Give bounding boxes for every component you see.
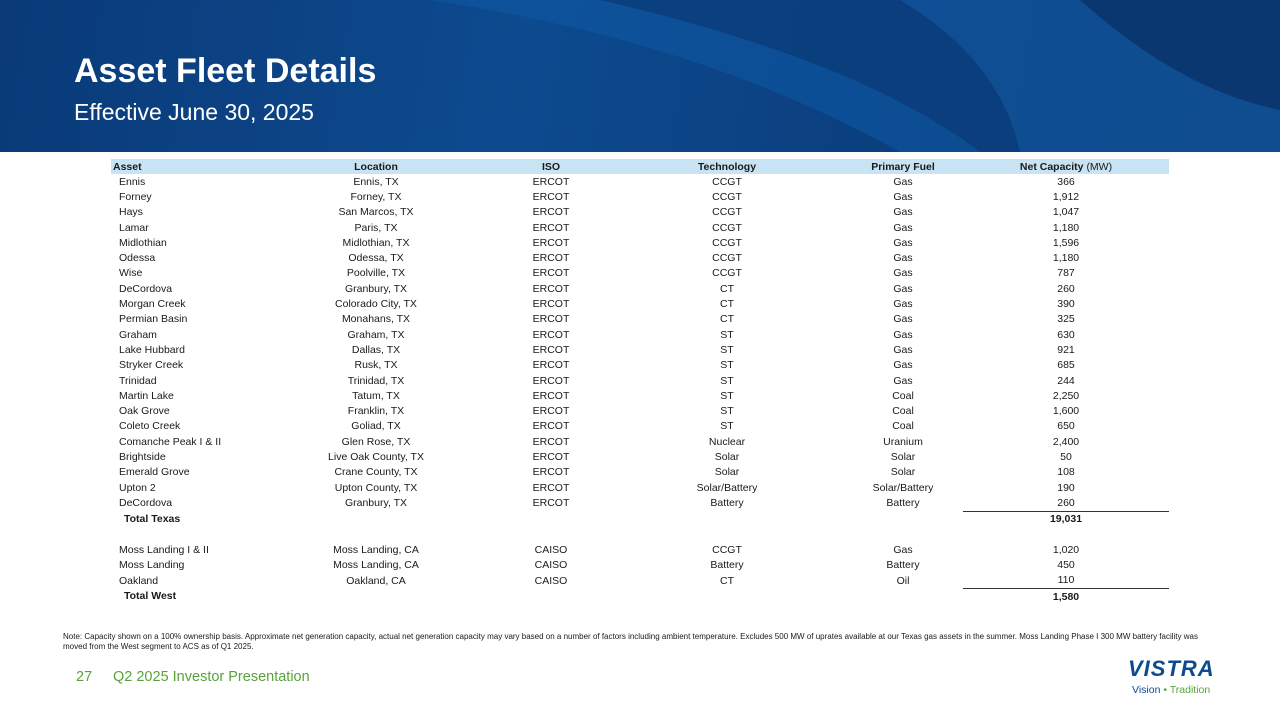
table-row	[111, 419, 1169, 434]
table-row	[111, 205, 1169, 220]
cell-capacity: 110	[1057, 574, 1075, 587]
cell-capacity: 2,400	[1052, 435, 1080, 448]
table-row	[111, 250, 1169, 265]
cell-capacity: 260	[1057, 282, 1075, 295]
cell-fuel: Gas	[893, 374, 913, 387]
tagline-tradition: Tradition	[1169, 684, 1211, 696]
cell-location: Moss Landing, CA	[333, 543, 419, 556]
cell-asset: Lamar	[119, 221, 149, 234]
cell-fuel: Gas	[893, 343, 913, 356]
cell-capacity: 921	[1057, 343, 1075, 356]
total-texas-label: Total Texas	[124, 512, 181, 525]
table-row	[111, 312, 1169, 327]
cell-capacity: 650	[1057, 420, 1075, 433]
cell-capacity: 787	[1057, 267, 1075, 280]
table-row	[111, 403, 1169, 418]
total-west-capacity: 1,580	[963, 589, 1169, 605]
cell-location: Tatum, TX	[352, 389, 400, 402]
cell-fuel: Gas	[893, 543, 913, 556]
cell-technology: Battery	[710, 497, 744, 510]
logo-tagline	[1128, 684, 1220, 696]
cell-iso: ERCOT	[532, 497, 570, 510]
cell-iso: ERCOT	[532, 435, 570, 448]
cell-fuel: Gas	[893, 282, 913, 295]
table-row	[111, 220, 1169, 235]
cell-asset: Odessa	[119, 252, 156, 265]
cell-technology: CCGT	[712, 267, 742, 280]
table-row	[111, 542, 1169, 557]
cell-fuel: Oil	[896, 574, 910, 587]
table-row	[111, 189, 1169, 204]
cell-iso: ERCOT	[532, 328, 570, 341]
cell-iso: ERCOT	[532, 466, 570, 479]
total-west-row	[111, 589, 1169, 605]
cell-location: Ennis, TX	[353, 175, 399, 188]
table-row	[111, 235, 1169, 250]
cell-capacity: 50	[1060, 450, 1072, 463]
cell-iso: ERCOT	[532, 252, 570, 265]
cell-asset: Hays	[119, 206, 143, 219]
cell-capacity: 2,250	[1052, 389, 1080, 402]
cell-capacity: 1,180	[1052, 221, 1080, 234]
cell-capacity: 1,020	[1052, 543, 1080, 556]
cell-technology: Solar/Battery	[696, 481, 758, 494]
cell-iso: ERCOT	[532, 190, 570, 203]
cell-fuel: Solar/Battery	[872, 481, 934, 494]
cell-technology: CCGT	[712, 190, 742, 203]
cell-technology: CCGT	[712, 236, 742, 249]
cell-iso: ERCOT	[532, 343, 570, 356]
cell-technology: Solar	[714, 450, 740, 463]
cell-technology: ST	[720, 405, 734, 418]
cell-location: Paris, TX	[354, 221, 398, 234]
table-row	[111, 388, 1169, 403]
cell-capacity: 1,047	[1052, 206, 1080, 219]
cell-technology: ST	[720, 343, 734, 356]
cell-asset: Permian Basin	[119, 313, 188, 326]
cell-location: Poolville, TX	[346, 267, 406, 280]
cell-location: Franklin, TX	[347, 405, 405, 418]
table-row	[111, 434, 1169, 449]
total-texas-capacity: 19,031	[963, 511, 1169, 527]
cell-capacity: 1,180	[1052, 252, 1080, 265]
table-row	[111, 573, 1169, 589]
column-header-iso: ISO	[491, 159, 611, 174]
cell-technology: CT	[720, 574, 734, 587]
cell-location: Odessa, TX	[348, 252, 404, 265]
cell-capacity: 1,596	[1052, 236, 1080, 249]
presentation-title: Q2 2025 Investor Presentation	[113, 669, 310, 685]
page-subtitle: Effective June 30, 2025	[74, 99, 314, 125]
texas-rows	[111, 174, 1169, 511]
cell-location: Colorado City, TX	[335, 298, 417, 311]
cell-iso: ERCOT	[532, 221, 570, 234]
table-row	[111, 342, 1169, 357]
table-row	[111, 373, 1169, 388]
cell-technology: CCGT	[712, 252, 742, 265]
cell-asset: Moss Landing	[119, 559, 185, 572]
total-west-label: Total West	[124, 590, 177, 603]
cell-capacity: 630	[1057, 328, 1075, 341]
logo-wordmark: VISTRA	[1128, 656, 1215, 681]
cell-capacity: 108	[1057, 466, 1075, 479]
cell-capacity: 190	[1057, 481, 1075, 494]
cell-capacity: 1,912	[1052, 190, 1080, 203]
cell-fuel: Solar	[890, 450, 916, 463]
cell-asset: Martin Lake	[119, 389, 174, 402]
cell-asset: Ennis	[119, 175, 146, 188]
cell-fuel: Gas	[893, 206, 913, 219]
cell-technology: ST	[720, 359, 734, 372]
cell-fuel: Gas	[893, 267, 913, 280]
cell-location: Graham, TX	[347, 328, 405, 341]
cell-fuel: Gas	[893, 298, 913, 311]
cell-fuel: Gas	[893, 175, 913, 188]
cell-fuel: Gas	[893, 359, 913, 372]
cell-asset: Oak Grove	[119, 405, 170, 418]
cell-asset: Emerald Grove	[119, 466, 190, 479]
cell-technology: Solar	[714, 466, 740, 479]
cell-asset: Trinidad	[119, 374, 157, 387]
table-row	[111, 266, 1169, 281]
page-title: Asset Fleet Details	[74, 52, 377, 90]
cell-iso: ERCOT	[532, 175, 570, 188]
column-header-technology: Technology	[611, 159, 843, 174]
cell-asset: Morgan Creek	[119, 298, 186, 311]
cell-iso: ERCOT	[532, 405, 570, 418]
cell-fuel: Battery	[886, 497, 920, 510]
cell-iso: ERCOT	[532, 374, 570, 387]
table-row	[111, 281, 1169, 296]
cell-asset: Lake Hubbard	[119, 343, 185, 356]
column-header-location: Location	[261, 159, 491, 174]
cell-asset: Stryker Creek	[119, 359, 184, 372]
cell-location: Rusk, TX	[354, 359, 398, 372]
column-header-fuel: Primary Fuel	[843, 159, 963, 174]
cell-iso: ERCOT	[532, 389, 570, 402]
cell-iso: ERCOT	[532, 450, 570, 463]
cell-technology: CT	[720, 313, 734, 326]
cell-asset: Comanche Peak I & II	[119, 435, 222, 448]
cell-location: Glen Rose, TX	[341, 435, 411, 448]
cell-fuel: Solar	[890, 466, 916, 479]
cell-asset: Upton 2	[119, 481, 156, 494]
cell-location: Granbury, TX	[344, 497, 408, 510]
cell-capacity: 366	[1057, 175, 1075, 188]
table-header-row	[111, 159, 1169, 174]
cell-technology: CCGT	[712, 206, 742, 219]
cell-fuel: Battery	[886, 559, 920, 572]
cell-capacity: 450	[1057, 559, 1075, 572]
cell-fuel: Gas	[893, 313, 913, 326]
cell-technology: CCGT	[712, 543, 742, 556]
cell-capacity: 685	[1057, 359, 1075, 372]
cell-capacity: 325	[1057, 313, 1075, 326]
cell-technology: CCGT	[712, 175, 742, 188]
cell-iso: ERCOT	[532, 481, 570, 494]
cell-asset: Wise	[119, 267, 143, 280]
header-banner	[0, 0, 1280, 152]
cell-fuel: Gas	[893, 190, 913, 203]
table-row	[111, 557, 1169, 572]
table-row	[111, 327, 1169, 342]
cell-technology: ST	[720, 389, 734, 402]
cell-asset: Midlothian	[119, 236, 167, 249]
capacity-header-label: Net Capacity	[1019, 160, 1084, 173]
cell-location: Monahans, TX	[341, 313, 411, 326]
spacer-row	[111, 527, 1169, 542]
cell-asset: Coleto Creek	[119, 420, 181, 433]
cell-technology: ST	[720, 328, 734, 341]
cell-location: San Marcos, TX	[338, 206, 414, 219]
cell-iso: ERCOT	[532, 420, 570, 433]
footnote: Note: Capacity shown on a 100% ownership basis. Approximate net generation capacity, actual net generation capacity may vary based on a number of factors including ambient temperature. Excludes 500 MW of uprates available at our Texas gas assets in the summer. Moss Landing Phase I 300 MW battery facility was moved from the West segment to ACS as of Q1 2025.	[63, 632, 1198, 651]
cell-iso: ERCOT	[532, 313, 570, 326]
cell-asset: DeCordova	[119, 497, 173, 510]
cell-technology: CT	[720, 282, 734, 295]
page-number: 27	[76, 669, 93, 685]
cell-location: Moss Landing, CA	[333, 559, 419, 572]
cell-asset: Brightside	[119, 450, 166, 463]
cell-location: Granbury, TX	[344, 282, 408, 295]
capacity-header-unit: (MW)	[1086, 160, 1113, 173]
total-texas-row	[111, 511, 1169, 527]
asset-fleet-table	[111, 159, 1169, 604]
vistra-logo	[1128, 656, 1220, 696]
cell-location: Crane County, TX	[334, 466, 418, 479]
cell-asset: Moss Landing I & II	[119, 543, 209, 556]
table-row	[111, 174, 1169, 189]
table-row	[111, 358, 1169, 373]
cell-location: Trinidad, TX	[347, 374, 405, 387]
table-row	[111, 480, 1169, 495]
cell-asset: DeCordova	[119, 282, 173, 295]
cell-location: Upton County, TX	[334, 481, 418, 494]
table-row	[111, 296, 1169, 311]
cell-capacity: 260	[1057, 496, 1075, 509]
cell-fuel: Gas	[893, 328, 913, 341]
cell-asset: Graham	[119, 328, 157, 341]
cell-fuel: Coal	[892, 420, 914, 433]
cell-fuel: Coal	[892, 405, 914, 418]
cell-technology: CCGT	[712, 221, 742, 234]
cell-fuel: Gas	[893, 252, 913, 265]
cell-fuel: Gas	[893, 236, 913, 249]
cell-iso: ERCOT	[532, 206, 570, 219]
cell-technology: Nuclear	[708, 435, 746, 448]
cell-fuel: Gas	[893, 221, 913, 234]
cell-fuel: Uranium	[883, 435, 923, 448]
cell-capacity: 1,600	[1052, 405, 1080, 418]
cell-location: Goliad, TX	[351, 420, 401, 433]
column-header-asset: Asset	[111, 159, 261, 174]
column-header-capacity	[963, 159, 1169, 174]
cell-location: Midlothian, TX	[342, 236, 410, 249]
cell-iso: CAISO	[534, 574, 568, 587]
cell-technology: ST	[720, 420, 734, 433]
west-rows	[111, 542, 1169, 588]
cell-technology: Battery	[710, 559, 744, 572]
cell-capacity: 390	[1057, 298, 1075, 311]
cell-location: Dallas, TX	[351, 343, 401, 356]
cell-technology: ST	[720, 374, 734, 387]
table-row	[111, 449, 1169, 464]
cell-iso: ERCOT	[532, 282, 570, 295]
cell-iso: ERCOT	[532, 359, 570, 372]
table-row	[111, 465, 1169, 480]
cell-location: Forney, TX	[350, 190, 402, 203]
cell-iso: CAISO	[534, 543, 568, 556]
cell-technology: CT	[720, 298, 734, 311]
cell-location: Live Oak County, TX	[328, 450, 424, 463]
cell-iso: ERCOT	[532, 236, 570, 249]
cell-asset: Forney	[119, 190, 152, 203]
cell-iso: ERCOT	[532, 298, 570, 311]
tagline-separator: •	[1163, 684, 1168, 696]
cell-fuel: Coal	[892, 389, 914, 402]
cell-location: Oakland, CA	[346, 574, 406, 587]
cell-iso: CAISO	[534, 559, 568, 572]
cell-capacity: 244	[1057, 374, 1075, 387]
tagline-vision: Vision	[1132, 684, 1161, 696]
table-row	[111, 495, 1169, 511]
cell-asset: Oakland	[119, 574, 159, 587]
cell-iso: ERCOT	[532, 267, 570, 280]
